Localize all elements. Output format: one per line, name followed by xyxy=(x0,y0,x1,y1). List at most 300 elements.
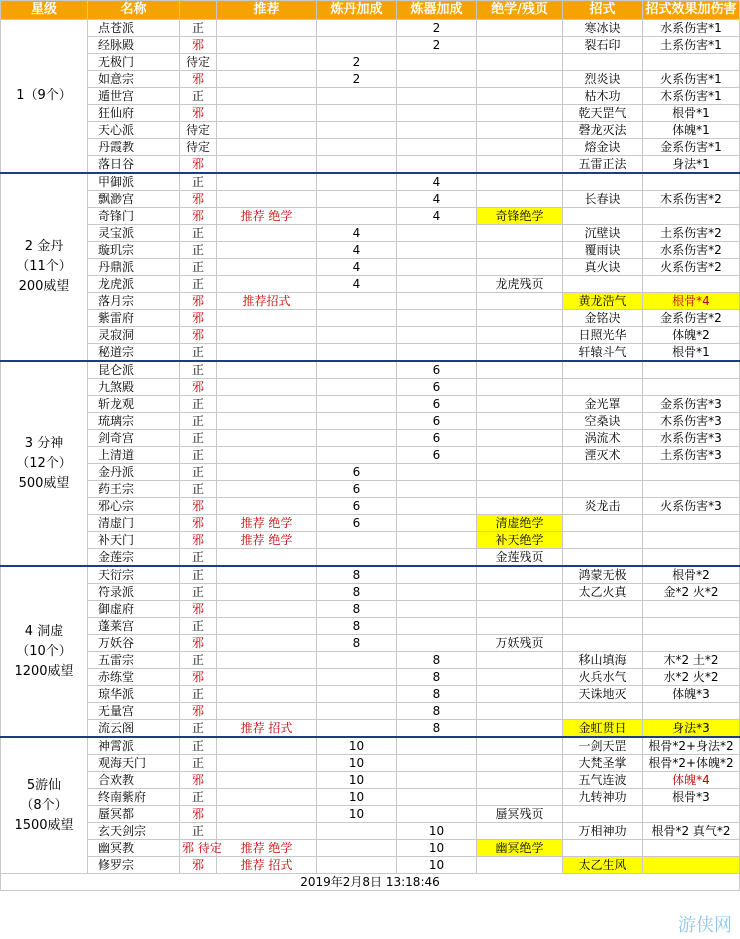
move-name: 鸿蒙无极 xyxy=(563,566,643,584)
table-row xyxy=(1,789,740,806)
skill-fragment xyxy=(477,379,563,396)
forge-bonus xyxy=(397,225,477,242)
skill-fragment xyxy=(477,772,563,789)
sect-alignment: 邪 xyxy=(180,669,217,686)
skill-fragment xyxy=(477,498,563,515)
sect-name: 甲御派 xyxy=(88,173,180,191)
move-name: 万相神功 xyxy=(563,823,643,840)
sect-name: 清虚门 xyxy=(88,515,180,532)
skill-fragment: 万妖残页 xyxy=(477,635,563,652)
forge-bonus xyxy=(397,566,477,584)
sect-alignment: 邪 xyxy=(180,156,217,174)
forge-bonus xyxy=(397,635,477,652)
star-level-line: （11个） xyxy=(16,259,72,274)
skill-fragment xyxy=(477,139,563,156)
table-row xyxy=(1,498,740,515)
table-row xyxy=(1,379,740,396)
move-name: 真火诀 xyxy=(563,259,643,276)
skill-fragment xyxy=(477,566,563,584)
sect-alignment: 正 xyxy=(180,755,217,772)
move-name: 沉壁诀 xyxy=(563,225,643,242)
recommend-note xyxy=(217,549,317,567)
forge-bonus: 6 xyxy=(397,379,477,396)
sect-name: 斩龙观 xyxy=(88,396,180,413)
alchemy-bonus xyxy=(317,310,397,327)
move-effect xyxy=(643,806,740,823)
alchemy-bonus xyxy=(317,840,397,857)
sect-alignment: 正 xyxy=(180,686,217,703)
star-level-line: 1（9个） xyxy=(16,88,72,103)
table-row xyxy=(1,54,740,71)
move-name xyxy=(563,840,643,857)
table-row xyxy=(1,156,740,174)
recommend-note: 推荐 招式 xyxy=(217,720,317,738)
move-effect: 根骨*2 真气*2 xyxy=(643,823,740,840)
sect-alignment: 正 xyxy=(180,584,217,601)
recommend-note xyxy=(217,105,317,122)
table-row xyxy=(1,447,740,464)
move-name: 长春诀 xyxy=(563,191,643,208)
sect-name: 药王宗 xyxy=(88,481,180,498)
move-effect xyxy=(643,464,740,481)
move-name: 裂石印 xyxy=(563,37,643,54)
move-effect: 金系伤害*2 xyxy=(643,310,740,327)
skill-fragment: 龙虎残页 xyxy=(477,276,563,293)
recommend-note: 推荐 绝学 xyxy=(217,208,317,225)
forge-bonus xyxy=(397,276,477,293)
alchemy-bonus: 10 xyxy=(317,737,397,755)
recommend-note xyxy=(217,601,317,618)
sect-name: 龙虎派 xyxy=(88,276,180,293)
forge-bonus: 6 xyxy=(397,447,477,464)
alchemy-bonus xyxy=(317,208,397,225)
alchemy-bonus xyxy=(317,88,397,105)
move-name: 熔金诀 xyxy=(563,139,643,156)
alchemy-bonus xyxy=(317,344,397,362)
table-row xyxy=(1,105,740,122)
sect-alignment: 待定 xyxy=(180,139,217,156)
forge-bonus xyxy=(397,737,477,755)
alchemy-bonus xyxy=(317,720,397,738)
skill-fragment xyxy=(477,447,563,464)
move-effect: 根骨*3 xyxy=(643,789,740,806)
sect-name: 上清道 xyxy=(88,447,180,464)
skill-fragment xyxy=(477,737,563,755)
sect-name: 遁世宫 xyxy=(88,88,180,105)
recommend-note xyxy=(217,447,317,464)
sect-name: 天衍宗 xyxy=(88,566,180,584)
move-effect: 木*2 土*2 xyxy=(643,652,740,669)
skill-fragment xyxy=(477,105,563,122)
sect-name: 终南紫府 xyxy=(88,789,180,806)
skill-fragment xyxy=(477,327,563,344)
move-name: 金虹贯日 xyxy=(563,720,643,738)
recommend-note xyxy=(217,396,317,413)
table-row xyxy=(1,652,740,669)
move-effect xyxy=(643,361,740,379)
move-name: 太乙生风 xyxy=(563,857,643,874)
move-effect: 土系伤害*1 xyxy=(643,37,740,54)
forge-bonus: 8 xyxy=(397,703,477,720)
skill-fragment xyxy=(477,225,563,242)
sect-name: 九煞殿 xyxy=(88,379,180,396)
sect-name: 补天门 xyxy=(88,532,180,549)
move-effect: 水*2 火*2 xyxy=(643,669,740,686)
move-effect: 火系伤害*3 xyxy=(643,498,740,515)
sect-alignment: 正 xyxy=(180,88,217,105)
sect-alignment: 正 xyxy=(180,823,217,840)
sect-alignment: 邪 xyxy=(180,806,217,823)
alchemy-bonus: 6 xyxy=(317,464,397,481)
table-row xyxy=(1,737,740,755)
move-name xyxy=(563,635,643,652)
alchemy-bonus: 10 xyxy=(317,806,397,823)
alchemy-bonus: 4 xyxy=(317,225,397,242)
recommend-note xyxy=(217,344,317,362)
star-level-line: 5游仙 xyxy=(26,777,62,793)
move-name xyxy=(563,703,643,720)
move-name: 轩辕斗气 xyxy=(563,344,643,362)
alchemy-bonus: 8 xyxy=(317,635,397,652)
table-row xyxy=(1,173,740,191)
sect-alignment: 邪 xyxy=(180,293,217,310)
move-effect: 金*2 火*2 xyxy=(643,584,740,601)
forge-bonus: 8 xyxy=(397,686,477,703)
sect-name: 金莲宗 xyxy=(88,549,180,567)
move-name xyxy=(563,464,643,481)
forge-bonus xyxy=(397,584,477,601)
skill-fragment xyxy=(477,310,563,327)
alchemy-bonus: 8 xyxy=(317,584,397,601)
move-effect: 体魄*4 xyxy=(643,772,740,789)
recommend-note xyxy=(217,635,317,652)
move-name: 金铭决 xyxy=(563,310,643,327)
table-row xyxy=(1,139,740,156)
star-level-line: （10个） xyxy=(16,643,72,659)
skill-fragment xyxy=(477,789,563,806)
alchemy-bonus: 6 xyxy=(317,515,397,532)
move-name xyxy=(563,515,643,532)
sect-alignment: 正 xyxy=(180,447,217,464)
alchemy-bonus xyxy=(317,20,397,37)
star-level-cell xyxy=(1,20,88,174)
alchemy-bonus: 10 xyxy=(317,772,397,789)
star-level-line: （12个） xyxy=(16,455,72,471)
sect-name: 秘道宗 xyxy=(88,344,180,362)
forge-bonus xyxy=(397,105,477,122)
sect-name: 飘渺宫 xyxy=(88,191,180,208)
recommend-note xyxy=(217,88,317,105)
sect-name: 蓬莱宫 xyxy=(88,618,180,635)
sect-name: 昆仑派 xyxy=(88,361,180,379)
move-name: 九转神功 xyxy=(563,789,643,806)
skill-fragment xyxy=(477,54,563,71)
sect-name: 神霄派 xyxy=(88,737,180,755)
sect-name: 落日谷 xyxy=(88,156,180,174)
forge-bonus xyxy=(397,122,477,139)
sect-name: 剑奇宫 xyxy=(88,430,180,447)
sect-alignment: 邪 xyxy=(180,379,217,396)
alchemy-bonus xyxy=(317,549,397,567)
move-effect xyxy=(643,379,740,396)
recommend-note xyxy=(217,652,317,669)
recommend-note xyxy=(217,225,317,242)
table-row xyxy=(1,344,740,362)
move-name: 一剑天罡 xyxy=(563,737,643,755)
alchemy-bonus xyxy=(317,293,397,310)
recommend-note xyxy=(217,156,317,174)
skill-fragment xyxy=(477,122,563,139)
table-row xyxy=(1,584,740,601)
sect-alignment: 邪 xyxy=(180,772,217,789)
table-row xyxy=(1,88,740,105)
move-effect: 根骨*2 xyxy=(643,566,740,584)
sect-name: 无量宫 xyxy=(88,703,180,720)
sect-name: 御虚府 xyxy=(88,601,180,618)
move-effect: 火系伤害*2 xyxy=(643,259,740,276)
forge-bonus xyxy=(397,772,477,789)
sect-name: 天心派 xyxy=(88,122,180,139)
sect-alignment: 正 xyxy=(180,652,217,669)
sect-alignment: 邪 xyxy=(180,601,217,618)
footer-row xyxy=(1,874,740,891)
sect-name: 幽冥教 xyxy=(88,840,180,857)
move-name xyxy=(563,481,643,498)
move-name: 火兵水气 xyxy=(563,669,643,686)
sect-name: 如意宗 xyxy=(88,71,180,88)
move-name: 涡流术 xyxy=(563,430,643,447)
recommend-note: 推荐招式 xyxy=(217,293,317,310)
alchemy-bonus xyxy=(317,652,397,669)
star-level-line: （8个） xyxy=(20,797,68,813)
table-row xyxy=(1,703,740,720)
move-effect: 金系伤害*3 xyxy=(643,396,740,413)
move-effect xyxy=(643,635,740,652)
forge-bonus xyxy=(397,71,477,88)
alchemy-bonus xyxy=(317,447,397,464)
table-row xyxy=(1,191,740,208)
star-level-line: 1200威望 xyxy=(14,663,74,679)
star-level-line: 2 金丹 xyxy=(24,239,64,254)
star-level-line: 4 洞虚 xyxy=(24,623,64,639)
table-row xyxy=(1,601,740,618)
move-effect: 木系伤害*2 xyxy=(643,191,740,208)
recommend-note xyxy=(217,669,317,686)
recommend-note xyxy=(217,464,317,481)
table-row xyxy=(1,259,740,276)
forge-bonus xyxy=(397,464,477,481)
timestamp: 2019年2月8日 13:18:46 xyxy=(1,874,740,891)
header-row xyxy=(1,1,740,20)
recommend-note xyxy=(217,276,317,293)
move-effect xyxy=(643,857,740,874)
alchemy-bonus: 6 xyxy=(317,481,397,498)
move-effect: 体魄*1 xyxy=(643,122,740,139)
sect-alignment: 正 xyxy=(180,566,217,584)
skill-fragment xyxy=(477,430,563,447)
sect-name: 紫雷府 xyxy=(88,310,180,327)
sect-alignment: 正 xyxy=(180,20,217,37)
move-name xyxy=(563,173,643,191)
sect-name: 符录派 xyxy=(88,584,180,601)
sect-alignment: 正 xyxy=(180,225,217,242)
move-effect: 金系伤害*1 xyxy=(643,139,740,156)
header-forge: 炼器加成 xyxy=(397,1,477,20)
table-row xyxy=(1,823,740,840)
alchemy-bonus xyxy=(317,139,397,156)
move-name: 湮灭术 xyxy=(563,447,643,464)
skill-fragment xyxy=(477,669,563,686)
alchemy-bonus xyxy=(317,361,397,379)
sect-alignment: 正 xyxy=(180,396,217,413)
table-row xyxy=(1,293,740,310)
table-row xyxy=(1,857,740,874)
table-row xyxy=(1,276,740,293)
recommend-note xyxy=(217,566,317,584)
recommend-note xyxy=(217,430,317,447)
alchemy-bonus xyxy=(317,156,397,174)
forge-bonus xyxy=(397,139,477,156)
forge-bonus: 6 xyxy=(397,413,477,430)
move-effect: 体魄*2 xyxy=(643,327,740,344)
skill-fragment xyxy=(477,584,563,601)
forge-bonus xyxy=(397,242,477,259)
sect-name: 蜃冥都 xyxy=(88,806,180,823)
skill-fragment: 蜃冥残页 xyxy=(477,806,563,823)
move-name xyxy=(563,532,643,549)
recommend-note xyxy=(217,481,317,498)
sect-alignment: 邪 xyxy=(180,71,217,88)
move-effect xyxy=(643,601,740,618)
table-row xyxy=(1,618,740,635)
header-effect: 招式效果加伤害 xyxy=(643,1,740,20)
recommend-note xyxy=(217,618,317,635)
alchemy-bonus xyxy=(317,823,397,840)
sect-alignment: 邪 xyxy=(180,208,217,225)
sect-name: 修罗宗 xyxy=(88,857,180,874)
sect-alignment: 正 xyxy=(180,481,217,498)
move-name xyxy=(563,361,643,379)
forge-bonus xyxy=(397,327,477,344)
table-row xyxy=(1,208,740,225)
sect-alignment: 邪 xyxy=(180,635,217,652)
move-effect xyxy=(643,703,740,720)
recommend-note xyxy=(217,789,317,806)
move-name xyxy=(563,601,643,618)
move-name xyxy=(563,276,643,293)
recommend-note xyxy=(217,772,317,789)
forge-bonus: 10 xyxy=(397,823,477,840)
table-row xyxy=(1,686,740,703)
sect-alignment: 邪 xyxy=(180,327,217,344)
forge-bonus xyxy=(397,618,477,635)
star-level-line: 200威望 xyxy=(18,279,70,294)
skill-fragment xyxy=(477,703,563,720)
forge-bonus: 4 xyxy=(397,191,477,208)
skill-fragment xyxy=(477,20,563,37)
sect-name: 经脉殿 xyxy=(88,37,180,54)
alchemy-bonus: 6 xyxy=(317,498,397,515)
forge-bonus: 10 xyxy=(397,857,477,874)
sect-alignment: 邪 xyxy=(180,37,217,54)
skill-fragment: 奇锋绝学 xyxy=(477,208,563,225)
forge-bonus xyxy=(397,310,477,327)
recommend-note xyxy=(217,122,317,139)
skill-fragment: 幽冥绝学 xyxy=(477,840,563,857)
table-row xyxy=(1,532,740,549)
move-effect: 身法*3 xyxy=(643,720,740,738)
move-name: 覆雨诀 xyxy=(563,242,643,259)
table-row xyxy=(1,396,740,413)
alchemy-bonus xyxy=(317,122,397,139)
alchemy-bonus xyxy=(317,703,397,720)
sect-alignment: 正 xyxy=(180,789,217,806)
sect-name: 丹鼎派 xyxy=(88,259,180,276)
forge-bonus xyxy=(397,601,477,618)
skill-fragment xyxy=(477,464,563,481)
recommend-note xyxy=(217,139,317,156)
move-effect: 体魄*3 xyxy=(643,686,740,703)
header-recommend: 推荐 xyxy=(217,1,317,20)
sect-alignment: 正 xyxy=(180,430,217,447)
header-alchemy: 炼丹加成 xyxy=(317,1,397,20)
alchemy-bonus xyxy=(317,327,397,344)
recommend-note xyxy=(217,498,317,515)
alchemy-bonus: 2 xyxy=(317,71,397,88)
sect-alignment: 正 xyxy=(180,361,217,379)
move-effect: 根骨*2+身法*2 xyxy=(643,737,740,755)
alchemy-bonus xyxy=(317,686,397,703)
sect-alignment: 邪 xyxy=(180,515,217,532)
move-name: 空桑诀 xyxy=(563,413,643,430)
sect-alignment: 正 xyxy=(180,618,217,635)
move-name xyxy=(563,208,643,225)
move-effect xyxy=(643,173,740,191)
skill-fragment xyxy=(477,755,563,772)
forge-bonus xyxy=(397,532,477,549)
alchemy-bonus xyxy=(317,669,397,686)
star-level-line: 1500威望 xyxy=(14,817,74,833)
recommend-note xyxy=(217,259,317,276)
header-name: 名称 xyxy=(88,1,180,20)
skill-fragment xyxy=(477,481,563,498)
recommend-note xyxy=(217,37,317,54)
move-effect: 木系伤害*1 xyxy=(643,88,740,105)
table-row xyxy=(1,549,740,567)
forge-bonus xyxy=(397,755,477,772)
skill-fragment xyxy=(477,413,563,430)
move-effect: 水系伤害*2 xyxy=(643,242,740,259)
sect-name: 奇锋门 xyxy=(88,208,180,225)
alchemy-bonus xyxy=(317,105,397,122)
skill-fragment xyxy=(477,156,563,174)
sect-alignment: 正 xyxy=(180,413,217,430)
skill-fragment xyxy=(477,652,563,669)
recommend-note xyxy=(217,737,317,755)
star-level-cell xyxy=(1,361,88,566)
move-effect: 身法*1 xyxy=(643,156,740,174)
table-row xyxy=(1,669,740,686)
recommend-note xyxy=(217,327,317,344)
forge-bonus: 4 xyxy=(397,208,477,225)
sect-alignment: 邪 xyxy=(180,857,217,874)
forge-bonus: 8 xyxy=(397,669,477,686)
move-effect: 水系伤害*3 xyxy=(643,430,740,447)
recommend-note xyxy=(217,310,317,327)
skill-fragment xyxy=(477,88,563,105)
alchemy-bonus: 4 xyxy=(317,276,397,293)
skill-fragment xyxy=(477,720,563,738)
